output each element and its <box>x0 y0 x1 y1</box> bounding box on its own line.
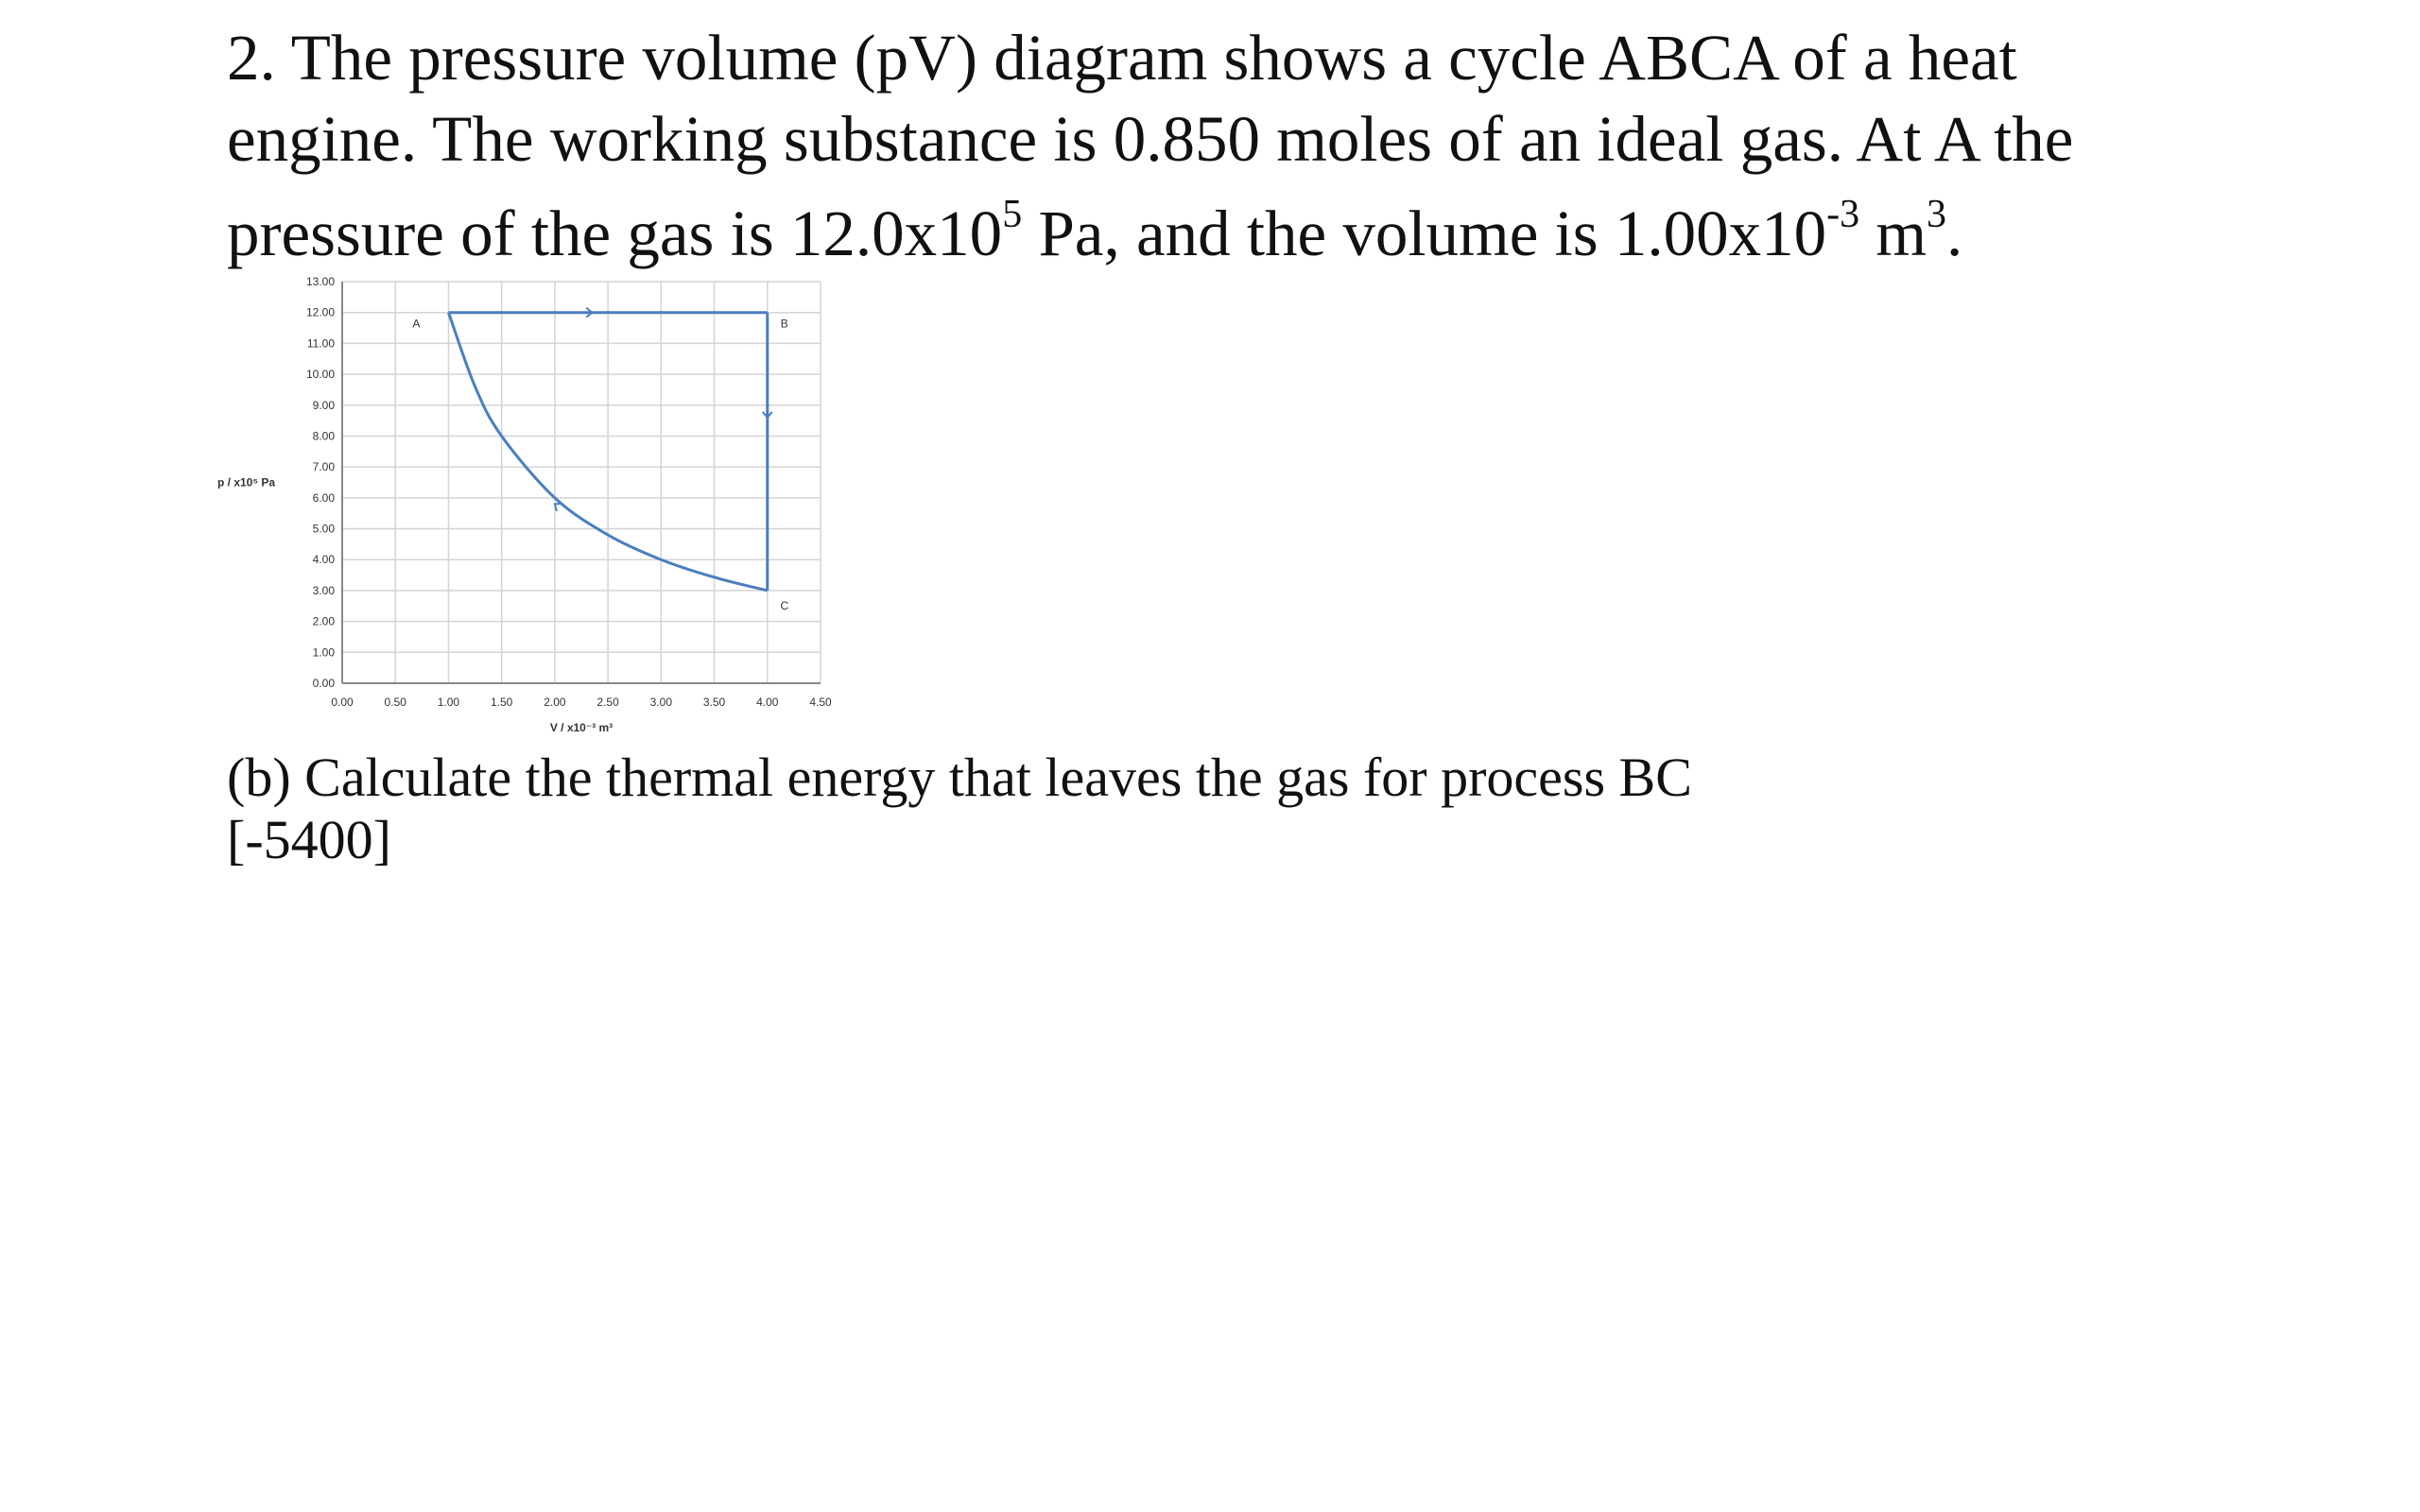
volume-text: Pa, and the volume is 1.00x10 <box>1022 198 1827 269</box>
problem-line-3 <box>227 193 1963 269</box>
y-tick-label: 9.00 <box>312 398 335 412</box>
point-label-b: B <box>780 317 788 331</box>
y-tick-label: 11.00 <box>306 336 335 351</box>
y-tick-label: 3.00 <box>312 583 335 597</box>
y-tick-label: 10.00 <box>305 368 335 382</box>
y-tick-label: 2.00 <box>312 614 335 628</box>
y-tick-label: 13.00 <box>305 275 335 288</box>
pv-diagram <box>208 269 870 751</box>
unit-exponent: 3 <box>1927 193 1947 236</box>
x-tick-label: 4.00 <box>756 696 779 709</box>
x-gridlines <box>342 282 821 683</box>
y-tick-label: 7.00 <box>312 460 335 474</box>
y-tick-label: 5.00 <box>312 522 335 536</box>
question-b <box>227 747 2401 871</box>
y-gridlines <box>342 282 821 683</box>
x-tick-label: 1.00 <box>437 696 460 709</box>
x-tick-label: 2.50 <box>596 696 619 709</box>
question-b-text: (b) Calculate the thermal energy that leaves the gas for process BC <box>227 747 1692 808</box>
x-tick-label: 3.50 <box>702 696 726 709</box>
y-tick-label: 12.00 <box>305 305 335 319</box>
volume-unit: m <box>1859 198 1927 269</box>
pressure-text: pressure of the gas is 12.0x10 <box>227 198 1003 269</box>
x-tick-label: 2.00 <box>544 696 566 709</box>
x-tick-label: 0.00 <box>331 696 354 709</box>
y-tick-label: 8.00 <box>312 429 335 443</box>
x-tick-label: 1.50 <box>490 696 513 709</box>
x-tick-label: 3.00 <box>649 696 673 709</box>
y-tick-label: 0.00 <box>312 677 335 690</box>
volume-exponent: -3 <box>1826 193 1860 236</box>
y-tick-label: 4.00 <box>312 553 335 567</box>
problem-line-1: 2. The pressure volume (pV) diagram shows a cycle ABCA of a heat <box>227 22 2017 94</box>
point-label-a: A <box>412 317 421 331</box>
question-b-answer: [-5400] <box>227 809 391 870</box>
x-tick-label: 4.50 <box>809 696 832 709</box>
sentence-end: . <box>1946 198 1963 269</box>
x-tick-label: 0.50 <box>384 696 406 709</box>
problem-statement <box>227 17 2401 274</box>
y-tick-label: 1.00 <box>312 645 335 660</box>
x-axis-title: V / x10⁻³ m³ <box>549 721 614 734</box>
y-tick-label: 6.00 <box>312 490 335 505</box>
pressure-exponent: 5 <box>1002 193 1023 236</box>
problem-line-2: engine. The working substance is 0.850 moles of an ideal gas. At A the <box>227 103 2074 175</box>
point-label-c: C <box>780 598 789 612</box>
y-axis-title: p / x10⁵ Pa <box>217 475 276 490</box>
